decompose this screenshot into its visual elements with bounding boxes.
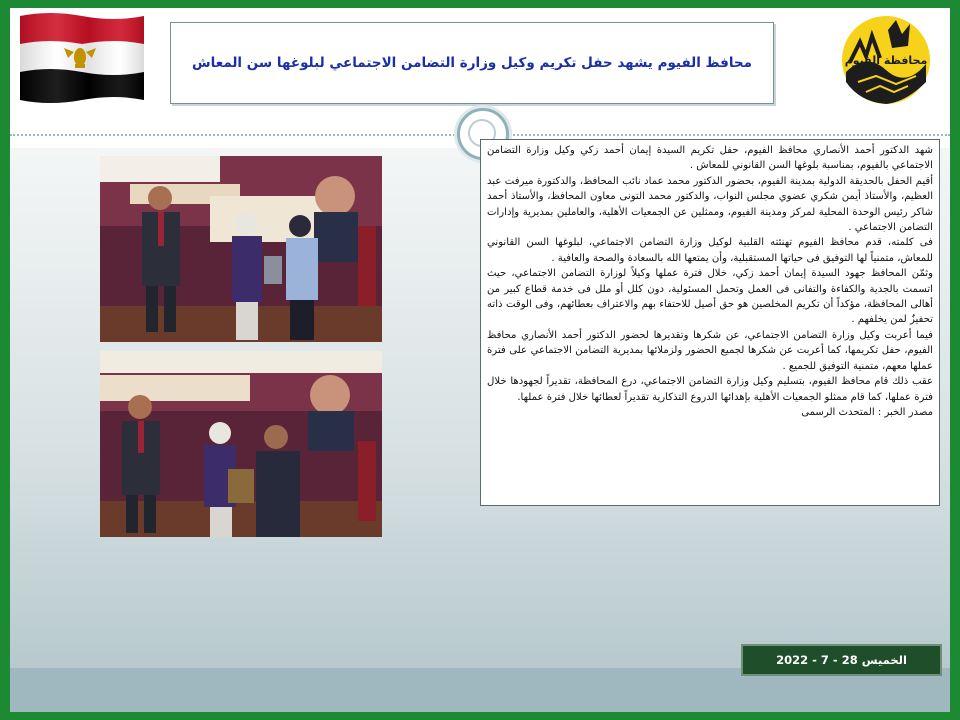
date-text: الخميس 28 - 7 - 2022	[776, 653, 907, 667]
news-source: مصدر الخبر : المتحدث الرسمى	[801, 406, 933, 418]
article-paragraph: فيما أعربت وكيل وزارة التضامن الاجتماعي، عن شكرها وتقديرها لحضور الدكتور أحمد الأنصاري محافظ الفيوم، حفل تكريمها، كما أعربت عن شكرها لجميع الحضور ولزملائها بمديرية التضامن الاجتماعي على فترة عملها معهم، متمنية التوفيق للجميع .	[487, 329, 933, 372]
event-photo-1	[100, 156, 382, 342]
article-paragraph: فى كلمته، قدم محافظ الفيوم تهنئته القلبية لوكيل وزارة التضامن الاجتماعي، لبلوغها السن القانوني للمعاش، متمنياً لها التوفيق فى حياتها المستقبلية، وأن يمتعها الله بالسعادة والصحة والعافية .	[487, 237, 933, 264]
governorate-logo-icon	[836, 12, 936, 108]
headline-box	[170, 22, 774, 104]
article-paragraph: عقب ذلك قام محافظ الفيوم، بتسليم وكيل وزارة التضامن الاجتماعي، درع المحافظة، تقديراً لجهودها خلال فترة عملها، كما قام ممثلو الجمعيات الأهلية بإهدائها الدروع التذكارية تقديراً لعطائها خلال فترة عملها.	[487, 376, 933, 403]
headline-title: محافظ الفيوم يشهد حفل تكريم وكيل وزارة التضامن الاجتماعي لبلوغها سن المعاش	[192, 55, 753, 71]
svg-text:محافظة الفيوم: محافظة الفيوم	[844, 54, 928, 67]
article-paragraph: أقيم الحفل بالحديقة الدولية بمدينة الفيوم، بحضور الدكتور محمد عماد نائب المحافظ، والدكتورة ميرفت عبد العظيم، والأستاذ أيمن شكري عضوي مجلس النواب، والدكتور محمد التونى معاون المحافظ، والأستاذ أحمد شاكر رئيس الوحدة المحلية لمركز ومدينة الفيوم، وممثلين عن الجمعيات الأهلية، والعاملين بمديرية وإدارات التضامن الاجتماعي .	[487, 175, 933, 234]
page-canvas	[10, 8, 950, 712]
event-photo-2	[100, 351, 382, 537]
article-body	[480, 139, 940, 506]
date-badge	[741, 644, 942, 676]
egypt-flag-icon	[16, 10, 146, 106]
award-shield	[228, 469, 254, 503]
article-paragraph: وثمّن المحافظ جهود السيدة إيمان أحمد زكي، خلال فترة عملها وكيلاً لوزارة التضامن الاجتماعي، حيث اتسمت بالجدية والكفاءة والتفانى فى العمل وتحمل المسئولية، دون كلل أو ملل فى خدمة قطاع كبير من أهالى المحافظة، مؤكداً أن تكريم المخلصين هو حق أصيل للاحتفاء بهم والاعتراف بعطائهم، وفى الوقت ذاته تحفيزٌ لمن يخلفهم .	[487, 268, 933, 326]
article-paragraph: شهد الدكتور أحمد الأنصاري محافظ الفيوم، حفل تكريم السيدة إيمان أحمد زكي وكيل وزارة التضامن الاجتماعي بالفيوم، بمناسبة بلوغها السن القانوني للمعاش .	[487, 145, 933, 172]
award-plaque	[264, 256, 282, 284]
